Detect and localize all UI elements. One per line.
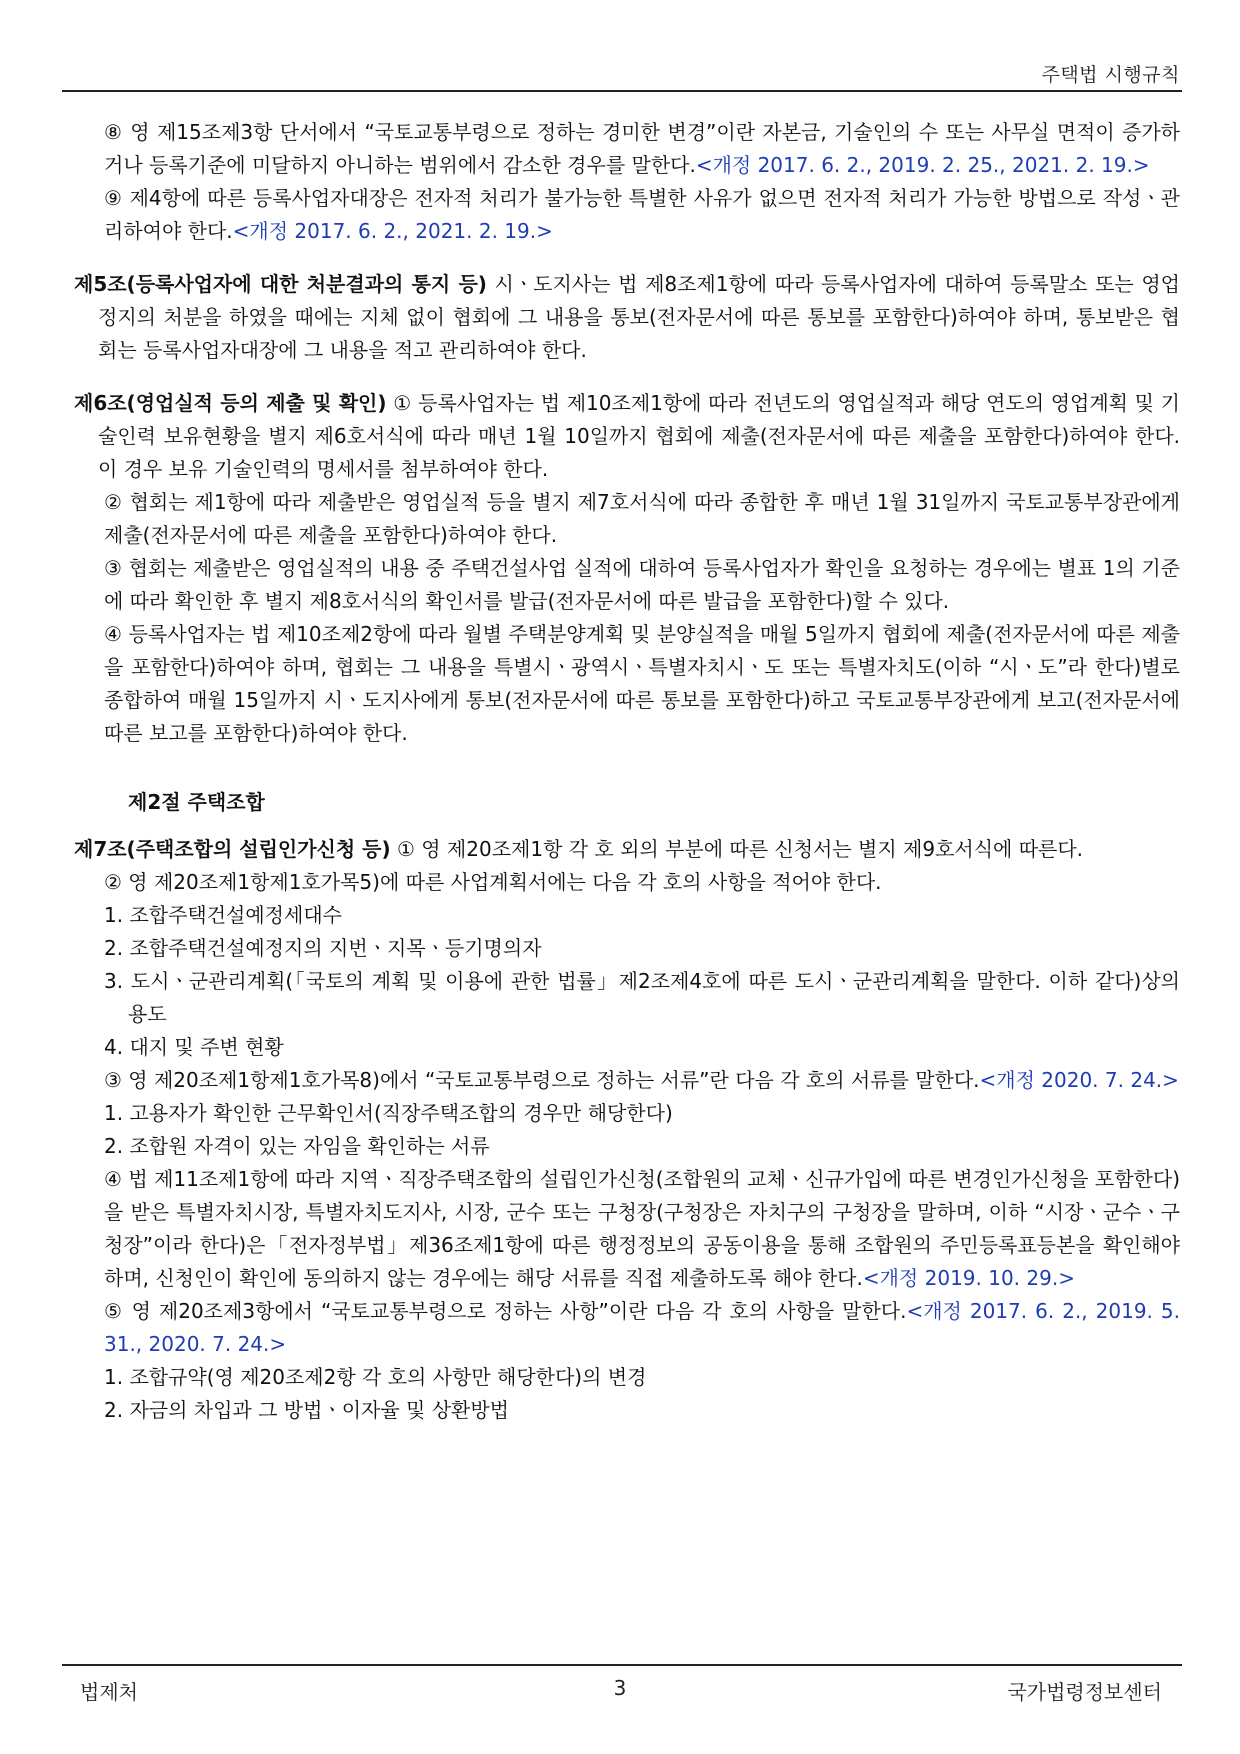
revision-note: <개정 2017. 6. 2., 2019. 2. 25., 2021. 2. 19.>	[695, 153, 1150, 177]
list-item: 2. 자금의 차입과 그 방법ㆍ이자율 및 상환방법	[104, 1398, 509, 1422]
article-5: 제5조(등록사업자에 대한 처분결과의 통지 등) 시ㆍ도지사는 법 제8조제1항에 따라 등록사업자에 대하여 등록말소 또는 영업정지의 처분을 하였을 때에는 지체 없이 협회에 그 내용을 통보(전자문서에 따른 통보를 포함한다)하여야 하며, 통보받은 협회는 등록사업자대장에 그 내용을 적고 관리하여야 한다.	[74, 272, 1180, 362]
paragraph-6-8: ⑧ 영 제15조제3항 단서에서 “국토교통부령으로 정하는 경미한 변경”이란 자본금, 기술인의 수 또는 사무실 면적이 증가하거나 등록기준에 미달하지 아니하는 범위에서 감소한 경우를 말한다.<개정 2017. 6. 2., 2019. 2. 25., 2021. 2. 19.>	[104, 120, 1180, 177]
header-rule	[62, 90, 1182, 92]
section-heading: 제2절 주택조합	[128, 790, 265, 814]
paragraph-6-3: ③ 협회는 제출받은 영업실적의 내용 중 주택건설사업 실적에 대하여 등록사업자가 확인을 요청하는 경우에는 별표 1의 기준에 따라 확인한 후 별지 제8호서식의 확인서를 발급(전자문서에 따른 발급을 포함한다)할 수 있다.	[104, 556, 1180, 613]
revision-note: <개정 2017. 6. 2., 2019. 5. 31., 2020. 7. 24.>	[104, 1299, 1180, 1356]
list-item: 3. 도시ㆍ군관리계획(「국토의 계획 및 이용에 관한 법률」제2조제4호에 따른 도시ㆍ군관리계획을 말한다. 이하 같다)상의 용도	[104, 969, 1180, 1026]
paragraph-6-2: ② 협회는 제1항에 따라 제출받은 영업실적 등을 별지 제7호서식에 따라 종합한 후 매년 1월 31일까지 국토교통부장관에게 제출(전자문서에 따른 제출을 포함한다)하여야 한다.	[104, 490, 1180, 547]
article-heading: 제5조(등록사업자에 대한 처분결과의 통지 등)	[74, 272, 487, 296]
article-heading: 제7조(주택조합의 설립인가신청 등)	[74, 837, 391, 861]
list-item: 2. 조합원 자격이 있는 자임을 확인하는 서류	[104, 1134, 490, 1158]
footer-source: 국가법령정보센터	[1007, 1680, 1162, 1704]
revision-note: <개정 2020. 7. 24.>	[979, 1068, 1179, 1092]
paragraph-6-4: ④ 등록사업자는 법 제10조제2항에 따라 월별 주택분양계획 및 분양실적을 매월 5일까지 협회에 제출(전자문서에 따른 제출을 포함한다)하여야 하며, 협회는 그 내용을 특별시ㆍ광역시ㆍ특별자치시ㆍ도 또는 특별자치도(이하 “시ㆍ도”라 한다)별로 종합하여 매월 15일까지 시ㆍ도지사에게 통보(전자문서에 따른 통보를 포함한다)하고 국토교통부장관에게 보고(전자문서에 따른 보고를 포함한다)하여야 한다.	[104, 622, 1180, 745]
document-body	[0, 116, 1240, 1427]
paragraph-7-4: ④ 법 제11조제1항에 따라 지역ㆍ직장주택조합의 설립인가신청(조합원의 교체ㆍ신규가입에 따른 변경인가신청을 포함한다)을 받은 특별자치시장, 특별자치도지사, 시장, 군수 또는 구청장(구청장은 자치구의 구청장을 말하며, 이하 “시장ㆍ군수ㆍ구청장”이라 한다)은「전자정부법」제36조제1항에 따른 행정정보의 공동이용을 통해 조합원의 주민등록표등본을 확인해야 하며, 신청인이 확인에 동의하지 않는 경우에는 해당 서류를 직접 제출하도록 해야 한다.<개정 2019. 10. 29.>	[104, 1167, 1180, 1290]
footer-rule	[62, 1664, 1182, 1666]
article-heading: 제6조(영업실적 등의 제출 및 확인)	[74, 391, 387, 415]
article-7: 제7조(주택조합의 설립인가신청 등) ① 영 제20조제1항 각 호 외의 부분에 따른 신청서는 별지 제9호서식에 따른다.	[74, 837, 1084, 861]
page-number: 3	[613, 1676, 627, 1700]
list-item: 1. 조합규약(영 제20조제2항 각 호의 사항만 해당한다)의 변경	[104, 1365, 647, 1389]
list-item: 2. 조합주택건설예정지의 지번ㆍ지목ㆍ등기명의자	[104, 936, 542, 960]
revision-note: <개정 2017. 6. 2., 2021. 2. 19.>	[232, 219, 553, 243]
article-6: 제6조(영업실적 등의 제출 및 확인) ① 등록사업자는 법 제10조제1항에 따라 전년도의 영업실적과 해당 연도의 영업계획 및 기술인력 보유현황을 별지 제6호서식에 따라 매년 1월 10일까지 협회에 제출(전자문서에 따른 제출을 포함한다)하여야 한다. 이 경우 보유 기술인력의 명세서를 첨부하여야 한다.	[74, 391, 1180, 481]
paragraph-7-5: ⑤ 영 제20조제3항에서 “국토교통부령으로 정하는 사항”이란 다음 각 호의 사항을 말한다.<개정 2017. 6. 2., 2019. 5. 31., 2020. 7. 24.>	[104, 1299, 1180, 1356]
list-item: 4. 대지 및 주변 현황	[104, 1035, 284, 1059]
footer-publisher: 법제처	[80, 1680, 138, 1704]
paragraph-6-9: ⑨ 제4항에 따른 등록사업자대장은 전자적 처리가 불가능한 특별한 사유가 없으면 전자적 처리가 가능한 방법으로 작성ㆍ관리하여야 한다.<개정 2017. 6. 2., 2021. 2. 19.>	[104, 186, 1180, 243]
revision-note: <개정 2019. 10. 29.>	[862, 1266, 1075, 1290]
paragraph-7-2: ② 영 제20조제1항제1호가목5)에 따른 사업계획서에는 다음 각 호의 사항을 적어야 한다.	[104, 870, 882, 894]
paragraph-7-3: ③ 영 제20조제1항제1호가목8)에서 “국토교통부령으로 정하는 서류”란 다음 각 호의 서류를 말한다.<개정 2020. 7. 24.>	[104, 1068, 1179, 1092]
page-header-title: 주택법 시행규칙	[1041, 64, 1180, 86]
list-item: 1. 고용자가 확인한 근무확인서(직장주택조합의 경우만 해당한다)	[104, 1101, 673, 1125]
list-item: 1. 조합주택건설예정세대수	[104, 903, 342, 927]
